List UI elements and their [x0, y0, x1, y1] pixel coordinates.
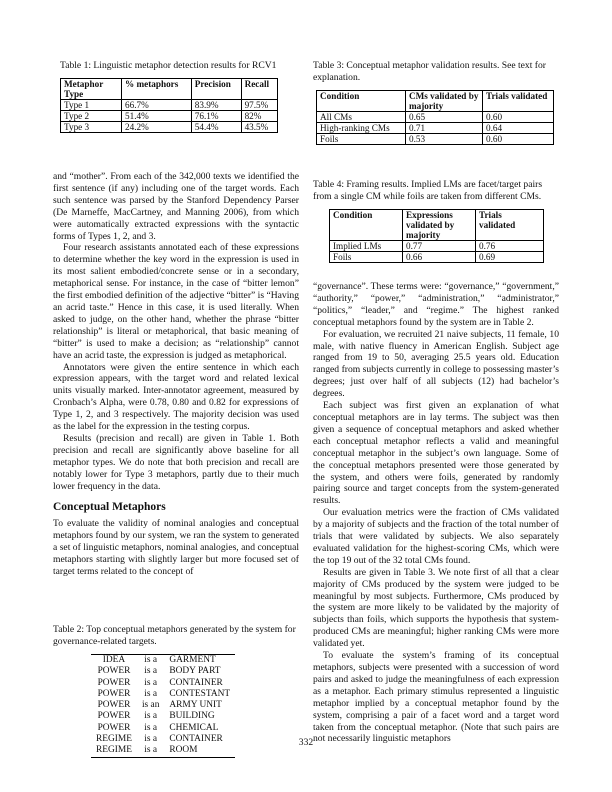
table-cell: REGIME	[96, 734, 132, 745]
table-cell: is a	[137, 745, 164, 757]
table-row	[91, 711, 235, 722]
body-paragraph: To evaluate the validity of nominal analogies and conceptual metaphors found by our system, we ran the system to generated a set of linguistic metaphors, nominal analogies, and conceptual metaphors starting with slightly larger but more focused set of target terms related to the concept of	[53, 518, 299, 578]
table1-header: Metaphor Type	[61, 79, 122, 100]
table-cell: is a	[144, 677, 158, 688]
table4	[329, 209, 544, 263]
body-paragraph: Each subject was first given an explanation of what conceptual metaphors are in lay terms. The subject was then given a sequence of conceptual metaphors and asked whether each conceptual metaphor reflects a valid and meaningful conceptual metaphor in the subject’s own language. Some of the conceptual metaphors presented were those generated by the system, and others were foils, generated by randomly pairing source and target concepts from the system-generated results.	[313, 400, 559, 507]
table-cell: CONTAINER	[169, 734, 223, 745]
table-row	[61, 122, 278, 133]
table-cell: Type 1	[61, 100, 122, 111]
table-cell: is a	[144, 688, 158, 699]
table-row	[317, 123, 554, 134]
table-cell: High-ranking CMs	[317, 123, 406, 134]
left-column	[53, 60, 299, 758]
table-row	[61, 111, 278, 122]
table-cell: POWER	[97, 677, 131, 688]
table-row	[91, 655, 235, 667]
table-cell: POWER	[97, 722, 131, 733]
table3-header: CMs validated by majority	[406, 91, 483, 112]
body-paragraph: Annotators were given the entire sentence in which each expression appears, with the target word and related lexical units visually marked. Inter-annotator agreement, measured by Cronbach’s Alpha, were 0.78, 0.80 and 0.82 for expressions of Type 1, 2, and 3 respectively. The majority decision was used as the label for the expression in the testing corpus.	[53, 361, 299, 433]
table-cell: CHEMICAL	[169, 722, 219, 733]
table-row	[317, 134, 554, 145]
table-cell: CONTAINER	[169, 677, 223, 688]
table-cell: Type 2	[61, 111, 122, 122]
body-paragraph: Results (precision and recall) are given in Table 1. Both precision and recall are significantly above baseline for all metaphor types. We do note that both precision and recall are notably lower for Type 3 metaphors, partly due to their much lower frequency in the data.	[53, 432, 299, 492]
table-cell: 0.65	[406, 112, 483, 123]
table4-header-row	[330, 210, 544, 241]
table-cell: IDEA	[91, 655, 137, 667]
table3-header-row	[317, 91, 554, 112]
body-paragraph: For evaluation, we recruited 21 naive subjects, 11 female, 10 male, with native fluency in American English. Subject age ranged from 19 to 50, averaging 25.5 years old. Education ranged from subjects currently in college to possessing master’s degrees; just over half of all subjects (12) had bachelor’s degrees.	[313, 328, 559, 400]
table-cell: is a	[137, 655, 164, 667]
table1	[60, 78, 278, 133]
table-row	[91, 678, 235, 689]
table-cell: BUILDING	[169, 711, 215, 722]
table-cell: POWER	[97, 688, 131, 699]
table-cell: is a	[144, 734, 158, 745]
table-cell: 51.4%	[122, 111, 192, 122]
table-cell: Foils	[317, 134, 406, 145]
table-cell: REGIME	[91, 745, 137, 757]
table-cell: 0.76	[476, 241, 544, 252]
table-cell: GARMENT	[164, 655, 235, 667]
table-row	[91, 723, 235, 734]
table-cell: 0.69	[476, 252, 544, 263]
table-cell: ROOM	[164, 745, 235, 757]
table-cell: 82%	[241, 111, 277, 122]
table-cell: POWER	[97, 666, 131, 677]
table-cell: Implied LMs	[330, 241, 403, 252]
table-cell: 0.60	[483, 134, 554, 145]
section-heading: Conceptual Metaphors	[53, 501, 166, 514]
table-cell: is an	[141, 700, 160, 711]
table-row	[91, 689, 235, 700]
table-cell: 24.2%	[122, 122, 192, 133]
table-cell: Foils	[330, 252, 403, 263]
table-cell: 76.1%	[191, 111, 241, 122]
table1-header: Recall	[241, 79, 277, 100]
table-cell: 0.64	[483, 123, 554, 134]
table-cell: ARMY UNIT	[169, 700, 222, 711]
table-cell: is a	[144, 666, 158, 677]
table-cell: POWER	[97, 711, 131, 722]
table-cell: is a	[144, 722, 158, 733]
page-number: 332	[298, 737, 314, 748]
table-cell: is a	[144, 711, 158, 722]
table-cell: POWER	[97, 700, 131, 711]
table-cell: BODY PART	[169, 666, 221, 677]
table-cell: CONTESTANT	[169, 688, 231, 699]
table-row	[330, 241, 544, 252]
table-cell: 0.53	[406, 134, 483, 145]
table3-header: Condition	[317, 91, 406, 112]
table3	[316, 90, 554, 145]
table-cell: Type 3	[61, 122, 122, 133]
table-cell: All CMs	[317, 112, 406, 123]
table-cell: 0.77	[403, 241, 476, 252]
table-cell: 0.60	[483, 112, 554, 123]
table4-header: Trials validated	[476, 210, 544, 241]
table-cell: 54.4%	[191, 122, 241, 133]
body-paragraph: “governance”. These terms were: “governance,” “government,” “authority,” “power,” “administration,” “administrator,” “politics,” “leader,” and “regime.” The highest ranked conceptual metaphors found by the system are in Table 2.	[313, 281, 559, 328]
table-cell: 97.5%	[241, 100, 277, 111]
body-paragraph: Four research assistants annotated each of these expressions to determine whether the key word in the expression is used in its most salient embodied/concrete sense or in a secondary, metaphorical sense. For instance, in the case of “bitter lemon” the first embodied definition of the adjective “bitter” is “Having an acrid taste.” Hence in this case, it is used literally. When asked to judge, on the other hand, whether the phrase “bitter relationship” is literal or metaphorical, that basic meaning of “bitter” is used to make a decision; as “relationship” cannot have an acrid taste, the expression is judged as metaphorical.	[53, 242, 299, 361]
table1-header: Precision	[191, 79, 241, 100]
right-column	[313, 60, 559, 745]
table-row	[91, 666, 235, 677]
table-cell: 66.7%	[122, 100, 192, 111]
table-cell: 0.66	[403, 252, 476, 263]
body-paragraph: To evaluate the system’s framing of its conceptual metaphors, subjects were presented with a succession of word pairs and asked to judge the meaningfulness of each expression as a metaphor. Each primary stimulus represented a linguistic metaphor implied by a conceptual metaphor found by the system, comprising a pair of a facet word and a target word taken from the conceptual metaphor. (Note that such pairs are not necessarily linguistic metaphors	[313, 650, 559, 745]
table-cell: 0.71	[406, 123, 483, 134]
table-row	[61, 100, 278, 111]
table-cell: 43.5%	[241, 122, 277, 133]
body-paragraph: Our evaluation metrics were the fraction of CMs validated by a majority of subjects and the fraction of the total number of trials that were validated by subjects. We also separately evaluated validation for the highest-scoring CMs, which were the top 19 out of the 32 total CMs found.	[313, 507, 559, 566]
table-row	[91, 700, 235, 711]
body-paragraph: and “mother”. From each of the 342,000 texts we identified the first sentence (if any) including one of the target words. Each such sentence was parsed by the Stanford Dependency Parser (De Marneffe, MacCartney, and Manning 2006), from which were automatically extracted expressions with the syntactic forms of Types 1, 2, and 3.	[53, 171, 299, 242]
table2-caption: Table 2: Top conceptual metaphors generated by the system for governance-related targets.	[53, 624, 296, 647]
table-cell: 83.9%	[191, 100, 241, 111]
table1-caption: Table 1: Linguistic metaphor detection results for RCV1	[60, 60, 277, 71]
body-paragraph: Results are given in Table 3. We note first of all that a clear majority of CMs produced by the system were judged to be meaningful by most subjects. Furthermore, CMs produced by the system are more likely to be validated by the majority of subjects than foils, which supports the hypothesis that system-produced CMs are meaningful; higher ranking CMs were more validated yet.	[313, 566, 559, 650]
table4-header: Condition	[330, 210, 403, 241]
table-row	[317, 112, 554, 123]
table1-header: % metaphors	[122, 79, 192, 100]
table1-header-row	[61, 79, 278, 100]
table3-header: Trials validated	[483, 91, 554, 112]
table-row	[330, 252, 544, 263]
table3-caption: Table 3: Conceptual metaphor validation results. See text for explanation.	[313, 60, 546, 83]
table4-header: Expressions validated by majority	[403, 210, 476, 241]
table4-caption: Table 4: Framing results. Implied LMs are facet/target pairs from a single CM while foils are taken from different CMs.	[313, 179, 543, 202]
